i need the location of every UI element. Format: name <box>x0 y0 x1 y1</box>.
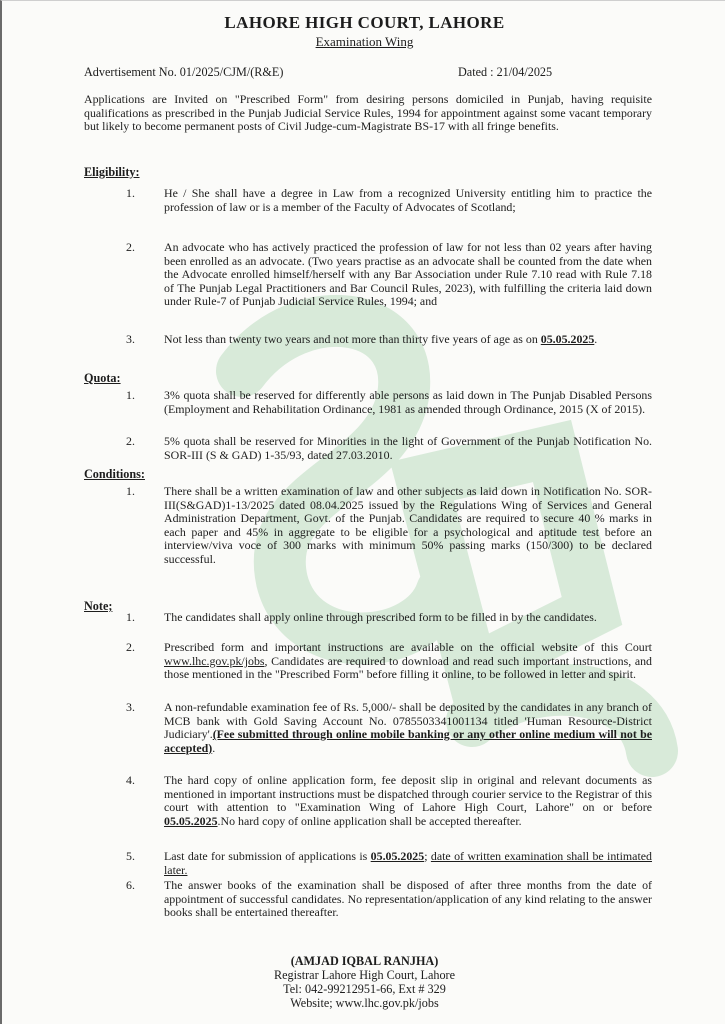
court-title: LAHORE HIGH COURT, LAHORE <box>224 13 505 32</box>
item-number: 1. <box>126 186 135 200</box>
item-text: The candidates shall apply online through prescribed form to be filled in by the candidates. <box>164 610 597 624</box>
item-text: An advocate who has actively practiced the profession of law for not less than 02 years after having been enrolled as an advocate. (Two years practise as an advocate shall be counted from the date when the Advocate enrolled himself/herself with any Bar Association under Rule 7.10 read with Rule 7.18 of The Punjab Legal Practitioners and Bar Council Rules, 2023), with fulfilling the criteria laid down under Rule-7 of Punjab Judicial Service Rules, 1994; and <box>164 240 652 309</box>
age-cutoff-date: 05.05.2025 <box>540 332 595 346</box>
item-number: 3. <box>126 332 135 346</box>
hard-copy-deadline: 05.05.2025 <box>164 813 218 828</box>
note-heading: Note; <box>84 599 113 613</box>
item-number: 1. <box>126 610 135 624</box>
signatory-website: Website; www.lhc.gov.pk/jobs <box>290 996 439 1010</box>
item-number: 4. <box>126 773 135 787</box>
fee-warning: (Fee submitted through online mobile banking or any other online medium will not be accepted) <box>164 727 652 755</box>
signatory-name: (AMJAD IQBAL RANJHA) <box>290 954 439 968</box>
eligibility-heading: Eligibility: <box>84 165 140 179</box>
wing-subtitle: Examination Wing <box>315 34 414 49</box>
signatory-phone: Tel: 042-99212951-66, Ext # 329 <box>283 982 446 996</box>
signatory-title: Registrar Lahore High Court, Lahore <box>273 968 456 982</box>
item-number: 1. <box>126 388 135 402</box>
item-text: Not less than twenty two years and not more than thirty five years of age as on <box>164 332 538 346</box>
quota-heading: Quota: <box>84 371 121 385</box>
item-number: 1. <box>126 484 135 498</box>
advertisement-number: Advertisement No. 01/2025/CJM/(R&E) <box>84 65 284 79</box>
conditions-heading: Conditions: <box>84 467 145 481</box>
item-number: 5. <box>126 849 135 863</box>
website-link[interactable]: www.lhc.gov.pk/jobs <box>164 653 265 668</box>
item-number: 3. <box>126 700 135 714</box>
exam-date-notice: date of written examination shall be intimated later. <box>164 849 652 877</box>
intro-paragraph: Applications are Invited on "Prescribed Form" from desiring persons domiciled in Punjab, having requisite qualifications as prescribed in the Punjab Judicial Service Rules, 1994 for appointment against some vacant temporary but likely to become permanent posts of Civil Judge-cum-Magistrate BS-17 with all fringe benefits. <box>84 92 652 134</box>
advertisement-date: Dated : 21/04/2025 <box>458 65 553 79</box>
advertisement-page: LAHORE HIGH COURT, LAHORE Examination Wing Advertisement No. 01/2025/CJM/(R&E) Dated : 21/04/2025 Applications are Invited on "Prescribed Form" from desiring persons domiciled in Punjab, having requisite qualifications as prescribed in the Punjab Judicial Service Rules, 1994 for appointment against some vacant temporary but likely to become permanent posts of Civil Judge-cum-Magistrate BS-17 with all fringe benefits. Eligibility: 1. He / She shall have a degree in Law from a recognized University entitling him to practice the profession of law or is a member of the Faculty of Advocates of Scotland; 2. An advocate who has actively practiced the profession of law for not less than 02 years after having been enrolled as an advocate. (Two years practise as an advocate shall be counted from the date when the Advocate enrolled himself/herself with any Bar Association under Rule 7.10 read with Rule 7.18 of The Punjab Legal Practitioners and Bar Council Rules, 2023), with fulfilling the criteria laid down under Rule-7 of Punjab Judicial Service Rules, 1994; and 3. Not less than twenty two years and not more than thirty five years of age as on 05.05.2025. Quota: 1. 3% quota shall be reserved for differently able persons as laid down in The Punjab Disabled Persons (Employment and Rehabilitation Ordinance, 1981 as amended through Ordinance, 2015 (X of 2015). 2. 5% quota shall be reserved for Minorities in the light of Government of the Punjab Notification No. SOR-III (S & GAD) 1-35/93, dated 27.03.2010. Conditions: 1. There shall be a written examination of law and other subjects as laid down in Notification No. SOR-III(S&GAD)1-13/2025 dated 08.04.2025 issued by the Regulations Wing of Services and General Administration Department, Govt. of the Punjab. Candidates are required to secure 40 % marks in each paper and 45% in aggregate to be eligible for a psychological and aptitude test before an interview/viva voce of 300 marks with minimum 50% passing marks (150/300) to be declared successful. Note; 1. The candidates shall apply online through prescribed form to be filled in by the candidates. 2. Prescribed form and important instructions are available on the official website of this Court www.lhc.gov.pk/jobs, Candidates are required to download and read such important instructions, and those mentioned in the "Prescribed Form" before filling it online, to be followed in letter and spirit. 3. A non-refundable examination fee of Rs. 5,000/- shall be deposited by the candidates in any branch of MCB bank with Gold Saving Account No. 0785503341001134 titled 'Human Resource-District Judiciary'.(Fee submitted through online mobile banking or any other online medium will not be accepted). 4. The hard copy of online application form, fee deposit slip in original and relevant documents as mentioned in important instructions must be dispatched through courier service to the Registrar of this court with attention to "Examination Wing of Lahore High Court, Lahore" on or before 05.05.2025.No hard copy of online application shall be accepted thereafter. 5. Last date for submission of applications is 05.05.2025; date of written examination shall be intimated later. 6. The answer books of the examination shall be disposed of after three months from the date of appointment of successful candidates. No representation/application of any kind relating to the answer books shall be entertained thereafter. (AMJAD IQBAL RANJHA) Registrar Lahore High Court, Lahore Tel: 042-99212951-66, Ext # 329 Website; www.lhc.gov.pk/jobs <box>0 0 725 1024</box>
last-date: 05.05.2025 <box>370 849 425 863</box>
item-text: 5% quota shall be reserved for Minorities in the light of Government of the Punjab Notification No. SOR-III (S & GAD) 1-35/93, dated 27.03.2010. <box>164 434 652 462</box>
item-text: 3% quota shall be reserved for differently able persons as laid down in The Punjab Disabled Persons (Employment and Rehabilitation Ordinance, 1981 as amended through Ordinance, 2015 (X of 2015). <box>164 388 652 416</box>
item-number: 2. <box>126 640 135 654</box>
item-number: 2. <box>126 434 135 448</box>
item-text: He / She shall have a degree in Law from a recognized University entitling him to practice the profession of law or is a member of the Faculty of Advocates of Scotland; <box>164 186 652 214</box>
item-number: 2. <box>126 240 135 254</box>
item-text: There shall be a written examination of law and other subjects as laid down in Notification No. SOR-III(S&GAD)1-13/2025 dated 08.04.2025 issued by the Regulations Wing of Services and General Administration Department, Govt. of the Punjab. Candidates are required to secure 40 % marks in each paper and 45% in aggregate to be eligible for a psychological and aptitude test before an interview/viva voce of 300 marks with minimum 50% passing marks (150/300) to be declared successful. <box>164 484 652 566</box>
item-number: 6. <box>126 878 135 892</box>
item-text: The answer books of the examination shall be disposed of after three months from the date of appointment of successful candidates. No representation/application of any kind relating to the answer books shall be entertained thereafter. <box>164 878 652 920</box>
